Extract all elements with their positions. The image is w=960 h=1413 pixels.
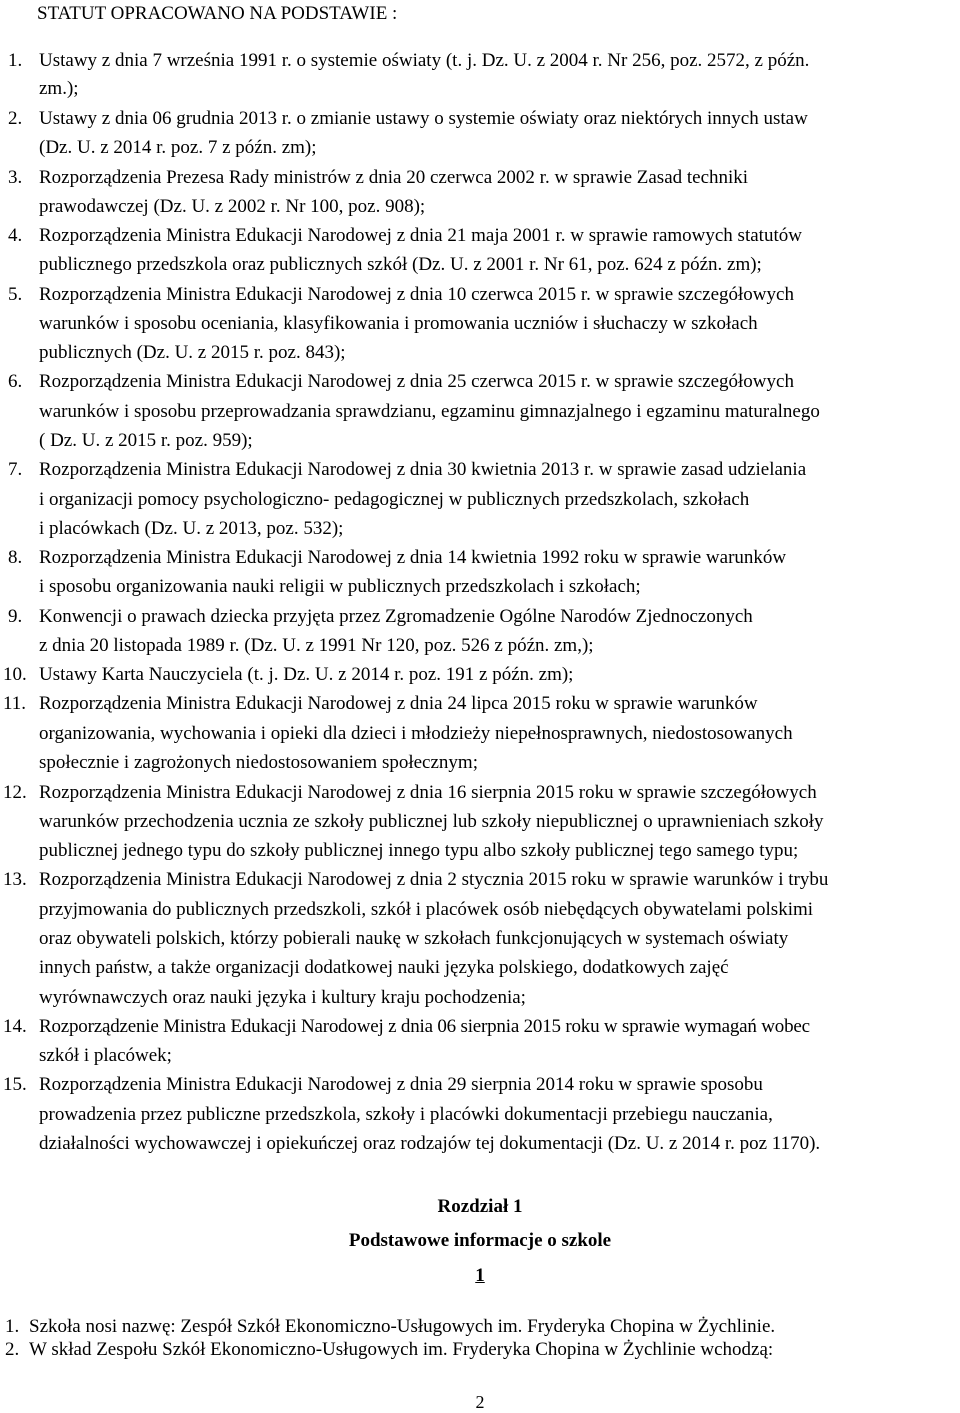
- list-item-number: 9.: [8, 606, 23, 627]
- provision-text: Szkoła nosi nazwę: Zespół Szkół Ekonomiczno-Usługowych im. Fryderyka Chopina w Żychlinie.: [29, 1316, 776, 1337]
- list-item-line: szkół i placówek;: [39, 1045, 172, 1066]
- list-item-line: Rozporządzenia Prezesa Rady ministrów z dnia 20 czerwca 2002 r. w sprawie Zasad techniki: [39, 167, 749, 188]
- list-item-number: 3.: [8, 167, 23, 188]
- list-item-line: Rozporządzenia Ministra Edukacji Narodowej z dnia 10 czerwca 2015 r. w sprawie szczegółowych: [39, 284, 794, 305]
- list-item-line: Ustawy Karta Nauczyciela (t. j. Dz. U. z 2014 r. poz. 191 z późn. zm);: [39, 664, 574, 685]
- list-item-line: Ustawy z dnia 7 września 1991 r. o systemie oświaty (t. j. Dz. U. z 2004 r. Nr 256, poz. 2572, z późn.: [39, 50, 810, 71]
- list-item-line: warunków przechodzenia ucznia ze szkoły publicznej lub szkoły niepublicznej o uprawnieniach szkoły: [39, 811, 824, 832]
- list-item-number: 1.: [8, 50, 23, 71]
- list-item-line: Rozporządzenia Ministra Edukacji Narodowej z dnia 2 stycznia 2015 roku w sprawie warunków i trybu: [39, 869, 829, 890]
- list-item-line: i placówkach (Dz. U. z 2013, poz. 532);: [39, 518, 344, 539]
- list-item-line: (Dz. U. z 2014 r. poz. 7 z późn. zm);: [39, 137, 317, 158]
- chapter-title: Rozdział 1: [437, 1196, 523, 1217]
- section-marker: [0, 1265, 960, 1287]
- page-number: 2: [475, 1392, 485, 1412]
- list-item-line: Rozporządzenia Ministra Edukacji Narodowej z dnia 29 sierpnia 2014 roku w sprawie sposobu: [39, 1074, 763, 1095]
- list-item-line: działalności wychowawczej i opiekuńczej oraz rodzajów tej dokumentacji (Dz. U. z 2014 r. poz 1170).: [39, 1133, 821, 1154]
- list-item-line: ( Dz. U. z 2015 r. poz. 959);: [39, 430, 253, 451]
- list-item-number: 6.: [8, 371, 23, 392]
- list-item-line: prawodawczej (Dz. U. z 2002 r. Nr 100, poz. 908);: [39, 196, 426, 217]
- list-item-number: 2.: [8, 108, 23, 129]
- list-item-line: przyjmowania do publicznych przedszkoli, szkół i placówek osób niebędących obywatelami polskimi: [39, 899, 814, 920]
- list-item-number: 14.: [3, 1016, 27, 1037]
- provision-number: 2.: [5, 1339, 20, 1360]
- list-item-line: Rozporządzenia Ministra Edukacji Narodowej z dnia 25 czerwca 2015 r. w sprawie szczegółowych: [39, 371, 794, 392]
- list-item-line: z dnia 20 listopada 1989 r. (Dz. U. z 1991 Nr 120, poz. 526 z późn. zm,);: [39, 635, 594, 656]
- list-item-line: Konwencji o prawach dziecka przyjęta przez Zgromadzenie Ogólne Narodów Zjednoczonych: [39, 606, 753, 627]
- list-item-number: 7.: [8, 459, 23, 480]
- list-item-number: 12.: [3, 782, 27, 803]
- list-item-line: publicznych (Dz. U. z 2015 r. poz. 843);: [39, 342, 346, 363]
- list-item-line: prowadzenia przez publiczne przedszkola, szkoły i placówki dokumentacji przebiegu nauczania,: [39, 1104, 773, 1125]
- list-item-line: warunków i sposobu przeprowadzania sprawdzianu, egzaminu gimnazjalnego i egzaminu maturalnego: [39, 401, 820, 422]
- list-item-number: 4.: [8, 225, 23, 246]
- list-item-number: 10.: [3, 664, 27, 685]
- list-item-line: publicznej jednego typu do szkoły publicznej innego typu albo szkoły publicznej tego samego typu;: [39, 840, 799, 861]
- list-item-number: 11.: [3, 693, 27, 714]
- list-item-line: Rozporządzenie Ministra Edukacji Narodowej z dnia 06 sierpnia 2015 roku w sprawie wymagań wobec: [39, 1016, 810, 1037]
- list-item-line: i organizacji pomocy psychologiczno- pedagogicznej w publicznych przedszkolach, szkołach: [39, 489, 750, 510]
- list-item-number: 8.: [8, 547, 23, 568]
- list-item-line: Rozporządzenia Ministra Edukacji Narodowej z dnia 24 lipca 2015 roku w sprawie warunków: [39, 693, 758, 714]
- list-item-line: Rozporządzenia Ministra Edukacji Narodowej z dnia 16 sierpnia 2015 roku w sprawie szczegółowych: [39, 782, 817, 803]
- list-item-line: oraz obywateli polskich, którzy pobierali naukę w szkołach funkcjonujących w systemach oświaty: [39, 928, 789, 949]
- list-item-line: społecznie i zagrożonych niedostosowaniem społecznym;: [39, 752, 478, 773]
- list-item-line: wyrównawczych oraz nauki języka i kultury kraju pochodzenia;: [39, 987, 526, 1008]
- provision-text: W skład Zespołu Szkół Ekonomiczno-Usługowych im. Fryderyka Chopina w Żychlinie wchodzą:: [29, 1339, 774, 1360]
- list-item-line: organizowania, wychowania i opieki dla dzieci i młodzieży niepełnosprawnych, niedostosowanych: [39, 723, 793, 744]
- list-item-number: 15.: [3, 1074, 27, 1095]
- list-item-line: Rozporządzenia Ministra Edukacji Narodowej z dnia 30 kwietnia 2013 r. w sprawie zasad udzielania: [39, 459, 807, 480]
- chapter-subtitle: Podstawowe informacje o szkole: [348, 1230, 612, 1251]
- list-item-number: 5.: [8, 284, 23, 305]
- list-item-line: Rozporządzenia Ministra Edukacji Narodowej z dnia 14 kwietnia 1992 roku w sprawie warunków: [39, 547, 787, 568]
- provision-number: 1.: [5, 1316, 20, 1337]
- list-item-line: zm.);: [39, 78, 79, 99]
- list-item-line: innych państw, a także organizacji dodatkowej nauki języka polskiego, dodatkowych zajęć: [39, 957, 729, 978]
- list-item-line: Ustawy z dnia 06 grudnia 2013 r. o zmianie ustawy o systemie oświaty oraz niektórych innych ustaw: [39, 108, 808, 129]
- list-item-number: 13.: [3, 869, 27, 890]
- list-item-line: i sposobu organizowania nauki religii w publicznych przedszkolach i szkołach;: [39, 576, 641, 597]
- list-item-line: Rozporządzenia Ministra Edukacji Narodowej z dnia 21 maja 2001 r. w sprawie ramowych statutów: [39, 225, 802, 246]
- list-item-line: publicznego przedszkola oraz publicznych szkół (Dz. U. z 2001 r. Nr 61, poz. 624 z późn. zm);: [39, 254, 762, 275]
- list-item-line: warunków i sposobu oceniania, klasyfikowania i promowania uczniów i słuchaczy w szkołach: [39, 313, 758, 334]
- section-number: 1: [475, 1265, 485, 1286]
- document-heading: STATUT OPRACOWANO NA PODSTAWIE :: [37, 3, 398, 24]
